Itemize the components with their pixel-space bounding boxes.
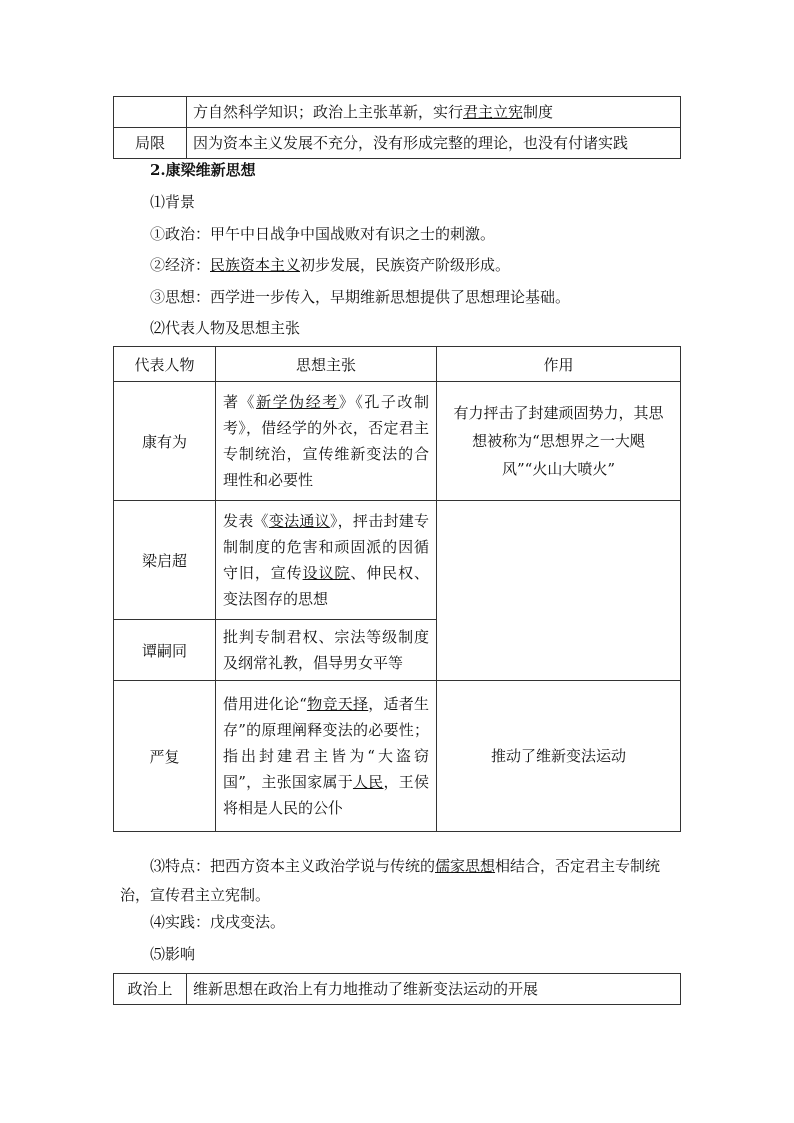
table-row [114,681,681,832]
effect-cell: 推动了维新变法运动 [437,681,681,832]
content-cell: 维新思想在政治上有力地推动了维新变法运动的开展 [187,974,681,1005]
person-cell: 梁启超 [114,501,216,620]
header-cell: 思想主张 [216,347,437,382]
underlined-term: 儒家思想 [435,857,496,875]
underlined-term: 新学伪经考 [256,393,339,411]
effect-cell: 有力抨击了封建顽固势力，其思想被称为“思想界之一大飓风”“火山大喷火” [437,382,681,501]
header-cell: 代表人物 [114,347,216,382]
effect-cell-empty [437,501,681,681]
economy-line: ②经济：民族资本主义初步发展，民族资产阶级形成。 [150,256,511,274]
top-table [113,96,681,159]
idea-cell: 批判专制君权、宗法等级制度及纲常礼教，倡导男女平等 [216,620,437,681]
politics-line: ①政治：甲午中日战争中国战败对有识之士的刺激。 [150,225,496,243]
idea-cell: 著《新学伪经考》《孔子改制考》，借经学的外衣，否定君主专制统治，宣传维新变法的合理性和必要性 [216,382,437,501]
underlined-term: 君主立宪 [463,103,524,121]
idea-cell: 借用进化论“物竞天择，适者生存”的原理阐释变法的必要性；指出封建君主皆为“大盗窃国”，主张国家属于人民，王侯将相是人民的公仆 [216,681,437,832]
background-heading: ⑴背景 [150,193,196,211]
label-cell: 局限 [114,128,187,159]
table-row [114,382,681,501]
empty-label-cell [114,97,187,128]
underlined-term: 变法通议 [268,512,330,530]
person-cell: 谭嗣同 [114,620,216,681]
bottom-table [113,973,681,1005]
representatives-table [113,346,681,832]
influence-heading: ⑸影响 [150,945,196,963]
content-cell: 方自然科学知识；政治上主张革新，实行君主立宪制度 [187,97,681,128]
table-row [114,501,681,620]
idea-cell: 发表《变法通议》，抨击封建专制制度的危害和顽固派的因循守旧，宣传设议院、伸民权、变法图存的思想 [216,501,437,620]
header-cell: 作用 [437,347,681,382]
table-header-row [114,347,681,382]
table-row [114,97,681,128]
person-cell: 康有为 [114,382,216,501]
underlined-term: 设议院 [302,564,351,582]
table-row [114,128,681,159]
person-cell: 严复 [114,681,216,832]
table-row [114,974,681,1005]
underlined-term: 物竞天择 [306,695,369,713]
reps-heading: ⑵代表人物及思想主张 [150,319,301,337]
underlined-term: 民族资本主义 [210,256,301,274]
underlined-term: 人民 [352,773,384,791]
practice-line: ⑷实践：戊戌变法。 [150,913,286,931]
label-cell: 政治上 [114,974,187,1005]
content-cell: 因为资本主义发展不充分，没有形成完整的理论，也没有付诸实践 [187,128,681,159]
thought-line: ③思想：西学进一步传入，早期维新思想提供了思想理论基础。 [150,288,571,306]
features-paragraph: ⑶特点：把西方资本主义政治学说与传统的儒家思想相结合，否定君主专制统治，宣传君主立宪制。 [120,857,661,904]
section-heading: 2.康梁维新思想 [150,161,256,179]
